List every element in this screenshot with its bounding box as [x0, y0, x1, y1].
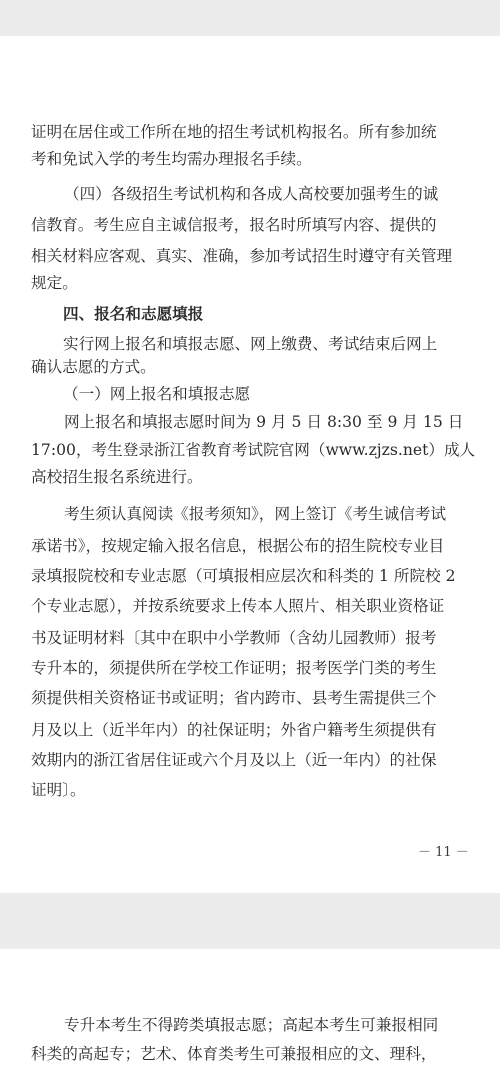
- document-page-12: [0, 949, 500, 1066]
- paragraph-line: 须提供相关资格证书或证明；省内跨市、县考生需提供三个: [31, 689, 437, 707]
- paragraph-line: （四）各级招生考试机构和各成人高校要加强考生的诚: [64, 185, 439, 203]
- paragraph-line: 信教育。考生应自主诚信报考，报名时所填写内容、提供的: [31, 216, 437, 234]
- page-gap-middle: [0, 893, 500, 949]
- paragraph-line: 证明在居住或工作所在地的招生考试机构报名。所有参加统: [31, 123, 437, 141]
- paragraph-line: 考生须认真阅读《报考须知》，网上签订《考生诚信考试: [64, 505, 447, 523]
- page-gap-top: [0, 0, 500, 36]
- paragraph-line: 书及证明材料〔其中在职中小学教师（含幼儿园教师）报考: [31, 629, 437, 647]
- paragraph-line: 专升本考生不得跨类填报志愿；高起本考生可兼报相同: [64, 1016, 439, 1034]
- paragraph-line: 科类的高起专；艺术、体育类考生可兼报相应的文、理科，: [31, 1045, 437, 1063]
- paragraph-line: 网上报名和填报志愿时间为 9 月 5 日 8:30 至 9 月 15 日: [64, 413, 464, 431]
- paragraph-line: 确认志愿的方式。: [31, 358, 156, 376]
- paragraph-line: 高校招生报名系统进行。: [31, 468, 203, 486]
- subsection-heading: （一）网上报名和填报志愿: [63, 385, 251, 403]
- paragraph-line: 个专业志愿），并按系统要求上传本人照片、相关职业资格证: [31, 597, 445, 615]
- paragraph-line: 月及以上（近半年内）的社保证明；外省户籍考生须提供有: [31, 721, 437, 739]
- paragraph-line: 实行网上报名和填报志愿、网上缴费、考试结束后网上: [63, 335, 438, 353]
- paragraph-line: 考和免试入学的考生均需办理报名手续。: [31, 150, 312, 168]
- paragraph-line: 规定。: [31, 274, 78, 292]
- paragraph-line: 承诺书》，按规定输入报名信息，根据公布的招生院校专业目: [31, 537, 445, 555]
- page-number: － 11 －: [418, 845, 469, 860]
- paragraph-line: 录填报院校和专业志愿（可填报相应层次和科类的 1 所院校 2: [31, 567, 456, 585]
- section-heading: 四、报名和志愿填报: [63, 305, 204, 323]
- document-page-11: [0, 36, 500, 893]
- paragraph-line: 相关材料应客观、真实、准确，参加考试招生时遵守有关管理: [31, 247, 453, 265]
- paragraph-line: 证明〕。: [31, 781, 86, 799]
- paragraph-line: 17:00，考生登录浙江省教育考试院官网（www.zjzs.net）成人: [31, 441, 476, 459]
- paragraph-line: 效期内的浙江省居住证或六个月及以上（近一年内）的社保: [31, 751, 437, 769]
- paragraph-line: 专升本的，须提供所在学校工作证明；报考医学门类的考生: [31, 659, 437, 677]
